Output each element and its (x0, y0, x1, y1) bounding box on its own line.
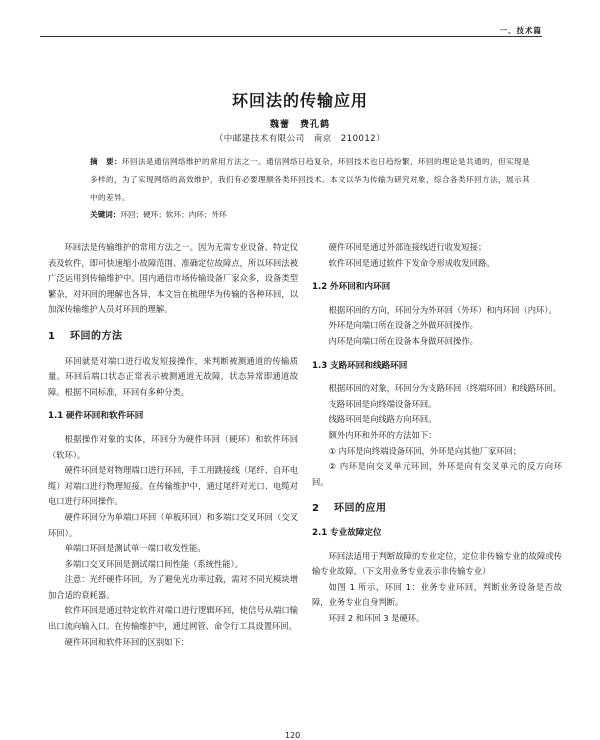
paragraph: 硬件环回是通过外部连接线进行收发短接； (328, 242, 487, 252)
keywords-label: 关键词： (90, 210, 121, 219)
abstract (90, 153, 530, 207)
paragraph: 环回法适用于判断故障的专业定位，定位非传输专业的故障或传输专业故障。（下文用业务专业表示非传输专业） (312, 550, 562, 577)
authors: 魏蕾 费孔鹤 (269, 120, 330, 130)
heading-number: 2 (312, 503, 320, 515)
paragraph: 软件环回是通过特定软件对端口进行逻辑环回，使信号从端口输出口流向输入口。在传输维护中，通过网管、命令行工具设置环回。 (48, 605, 298, 632)
abstract-label: 摘 要： (90, 157, 122, 166)
heading-text: 专业故障定位 (330, 527, 382, 538)
paragraph: ① 内环是向终端设备环回，外环是向其他厂家环回； (328, 445, 522, 456)
paragraph: 硬件环回分为单端口环回（单板环回）和多端口交叉环回（交叉环回）。 (48, 511, 298, 538)
paragraph: 软件环回是通过软件下发命令形成收发回路。 (328, 257, 495, 268)
subsection-heading (312, 359, 562, 375)
right-column (312, 240, 562, 626)
running-header-label: 一、技术篇 (499, 26, 542, 35)
section-heading (312, 501, 562, 517)
paragraph: 根据环回的方向，环回分为外环回（外环）和内环回（内环）。 (328, 304, 557, 315)
paragraph: 环回 2 和环回 3 是硬环。 (328, 612, 425, 623)
heading-number: 1 (48, 330, 56, 342)
abstract-text: 环回法是通信网络维护的常用方法之一。通信网络日趋复杂，环回技术也日趋纷繁，环回的理论是共通的，但实现是多样的，为了实现网络的高效维护，我们有必要理顺各类环回技术。本文以华为传输为研究对象，综合各类环回方法，展示其中的差异。 (90, 157, 530, 202)
paper-title: 环回法的传输应用 (231, 91, 368, 110)
heading-text: 环回的方法 (70, 330, 123, 342)
heading-number: 1.2 (312, 282, 328, 293)
affiliation: （中邮建技术有限公司 南京 210012） (214, 134, 386, 144)
paragraph: 注意：光纤硬件环回，为了避免光功率过载，需对不同光模块增加合适的衰耗器。 (48, 574, 298, 600)
keywords-text: 环回；硬环；软环；内环；外环 (120, 210, 227, 219)
heading-text: 支路环回和线路环回 (330, 360, 408, 371)
subsection-heading (312, 526, 562, 542)
running-header (0, 0, 600, 40)
page-number: 120 (285, 731, 301, 740)
paragraph: 多端口交叉环回是测试端口间性能（系统性能）。 (64, 558, 243, 569)
heading-text: 硬件环回和软件环回 (66, 411, 144, 422)
heading-text: 环回的应用 (334, 503, 387, 515)
left-column (48, 240, 298, 650)
paragraph: ② 内环是向交叉单元环回，外环是向有交叉单元的反方向环回。 (312, 461, 562, 487)
keywords (90, 208, 530, 222)
section-heading (48, 329, 298, 345)
paragraph: 内环是向端口所在设备本身做环回操作。 (328, 335, 478, 346)
heading-number: 1.3 (312, 360, 328, 371)
paragraph: 单端口环回是测试单一端口收发性能。 (64, 543, 206, 554)
paragraph: 线路环回是向线路方向环回。 (328, 414, 437, 425)
paragraph: 环回就是对端口进行收发短接操作，来判断被测通道的传输质量。环回后端口状态正常表示被测通道无故障，状态异常即通道故障。根据不同标准，环回有多种分类。 (48, 355, 298, 397)
heading-number: 2.1 (312, 527, 328, 538)
paragraph: 如图 1 所示，环回 1：业务专业环回，判断业务设备是否故障，业务专业自身判断。 (312, 581, 562, 608)
paragraph: 根据操作对象的实体，环回分为硬件环回（硬环）和软件环回（软环）。 (48, 433, 298, 460)
paragraph: 环回法是传输维护的常用方法之一。因为无需专业设备、特定仪表及软件，即可快速缩小故障范围、准确定位故障点，所以环回法被广泛运用到传输维护中。国内通信市场传输设备厂家众多，设备类型繁杂，对环回的理解也各异，本文旨在梳理华为传输的各种环回，以加深传输维护人员对环回的理解。 (48, 242, 298, 315)
paragraph: 硬件环回是对物理端口进行环回，手工用跳接线（尾纤、自环电缆）对端口进行物理短接。在传输维护中，通过尾纤对光口、电缆对电口进行环回操作。 (48, 465, 298, 507)
heading-number: 1.1 (48, 411, 64, 422)
paragraph: 外环是向端口所在设备之外做环回操作。 (328, 320, 478, 331)
paragraph: 额外内环和外环的方法如下： (328, 429, 437, 440)
paragraph: 根据环回的对象，环回分为支路环回（终端环回）和线路环回。 (328, 383, 561, 394)
subsection-heading (312, 280, 562, 296)
heading-text: 外环回和内环回 (330, 282, 391, 293)
header-rule (40, 36, 542, 37)
paragraph: 支路环回是向终端设备环回。 (328, 398, 437, 409)
paragraph: 硬件环回和软件环回的区别如下： (64, 636, 190, 647)
subsection-heading (48, 409, 298, 425)
